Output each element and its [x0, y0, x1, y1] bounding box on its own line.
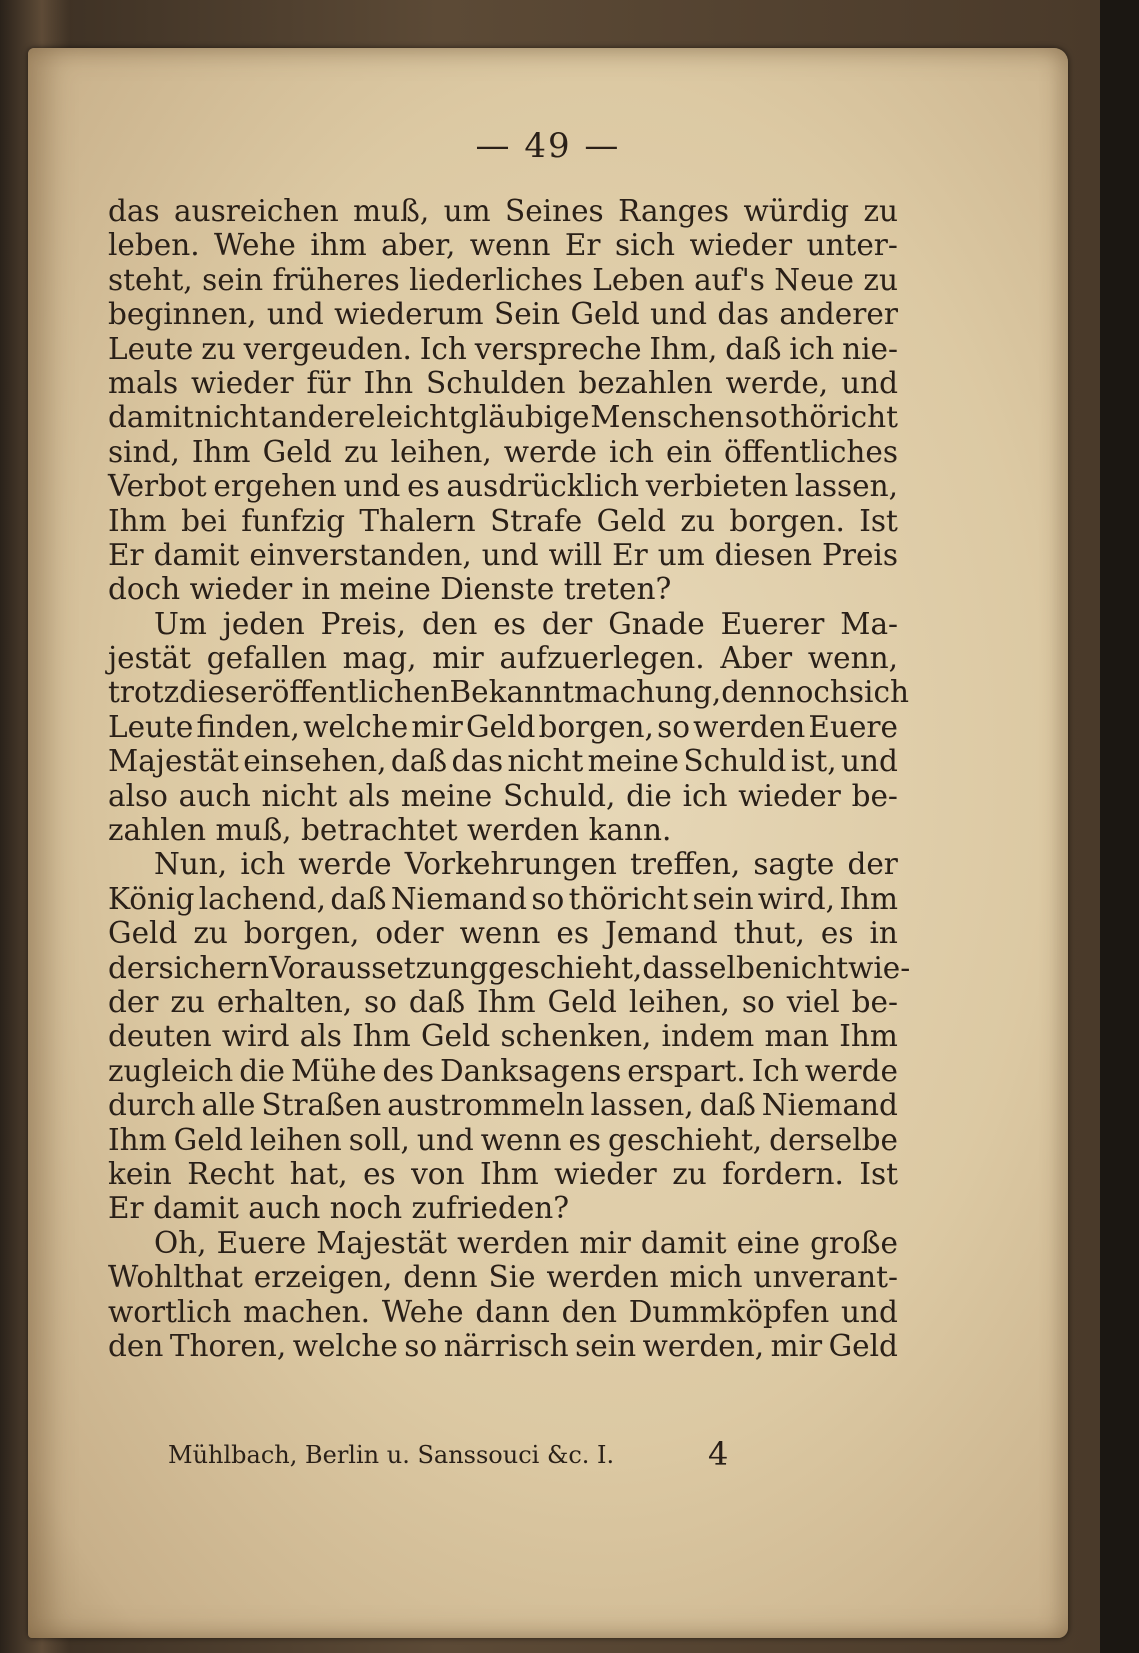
text-line: Leute zu vergeuden. Ich verspreche Ihm, daß ich nie- — [108, 331, 898, 366]
text-line: Er damit auch noch zufrieden? — [108, 1191, 570, 1226]
footer-imprint: Mühlbach, Berlin u. Sanssouci &c. I. — [168, 1441, 615, 1469]
text-line: Er damit einverstanden, und will Er um diesen Preis — [108, 537, 898, 572]
text-line: Geld zu borgen, oder wenn es Jemand thut, es in — [108, 916, 898, 951]
text-line: das ausreichen muß, um Seines Ranges würdig zu — [108, 194, 898, 228]
page-footer — [168, 1435, 808, 1473]
text-line: jestät gefallen mag, mir aufzuerlegen. Aber wenn, — [108, 641, 898, 676]
text-line: Ihm bei funfzig Thalern Strafe Geld zu borgen. Ist — [108, 503, 898, 538]
text-line: der sichern Voraussetzung geschieht, dasselbe nicht wie- — [108, 950, 911, 985]
text-line: trotz dieser öffentlichen Bekanntmachung, dennoch sich — [108, 675, 910, 710]
book-page — [28, 48, 1068, 1638]
body-text — [108, 194, 911, 1363]
signature-mark: 4 — [708, 1435, 729, 1473]
text-line: mals wieder für Ihn Schulden bezahlen werde, und — [108, 365, 898, 400]
text-line: Um jeden Preis, den es der Gnade Euerer Ma- — [154, 606, 898, 641]
text-line: sind, Ihm Geld zu leihen, werde ich ein öffentliches — [108, 434, 898, 469]
text-line: also auch nicht als meine Schuld, die ich wieder be- — [108, 778, 898, 813]
text-line: wortlich machen. Wehe dann den Dummköpfen und — [108, 1294, 898, 1329]
text-line: kein Recht hat, es von Ihm wieder zu fordern. Ist — [108, 1156, 898, 1191]
text-line: Majestät einsehen, daß das nicht meine Schuld ist, und — [108, 744, 898, 779]
text-line: Verbot ergehen und es ausdrücklich verbieten lassen, — [108, 469, 898, 504]
text-line: Ihm Geld leihen soll, und wenn es geschieht, derselbe — [108, 1122, 898, 1157]
text-line: König lachend, daß Niemand so thöricht sein wird, Ihm — [108, 881, 898, 916]
text-line: leben. Wehe ihm aber, wenn Er sich wieder unter- — [108, 228, 898, 263]
text-line: steht, sein früheres liederliches Leben auf's Neue zu — [108, 262, 898, 297]
text-line: deuten wird als Ihm Geld schenken, indem man Ihm — [108, 1019, 898, 1054]
text-line: Wohlthat erzeigen, denn Sie werden mich unverant- — [108, 1260, 898, 1295]
text-line: Oh, Euere Majestät werden mir damit eine große — [154, 1225, 898, 1260]
text-line: den Thoren, welche so närrisch sein werden, mir Geld — [108, 1328, 898, 1363]
text-line: durch alle Straßen austrommeln lassen, daß Niemand — [108, 1088, 898, 1123]
text-line: damit nicht andere leichtgläubige Menschen so thöricht — [108, 400, 898, 435]
text-line: Nun, ich werde Vorkehrungen treffen, sagte der — [154, 847, 898, 882]
text-line: der zu erhalten, so daß Ihm Geld leihen, so viel be- — [108, 984, 898, 1019]
text-line: doch wieder in meine Dienste treten? — [108, 572, 672, 607]
text-line: zahlen muß, betrachtet werden kann. — [108, 813, 672, 848]
text-line: beginnen, und wiederum Sein Geld und das anderer — [108, 297, 898, 332]
text-line: zugleich die Mühe des Danksagens erspart. Ich werde — [108, 1053, 898, 1088]
page-number: — 49 — — [475, 126, 621, 166]
text-line: Leute finden, welche mir Geld borgen, so werden Euere — [108, 709, 898, 744]
